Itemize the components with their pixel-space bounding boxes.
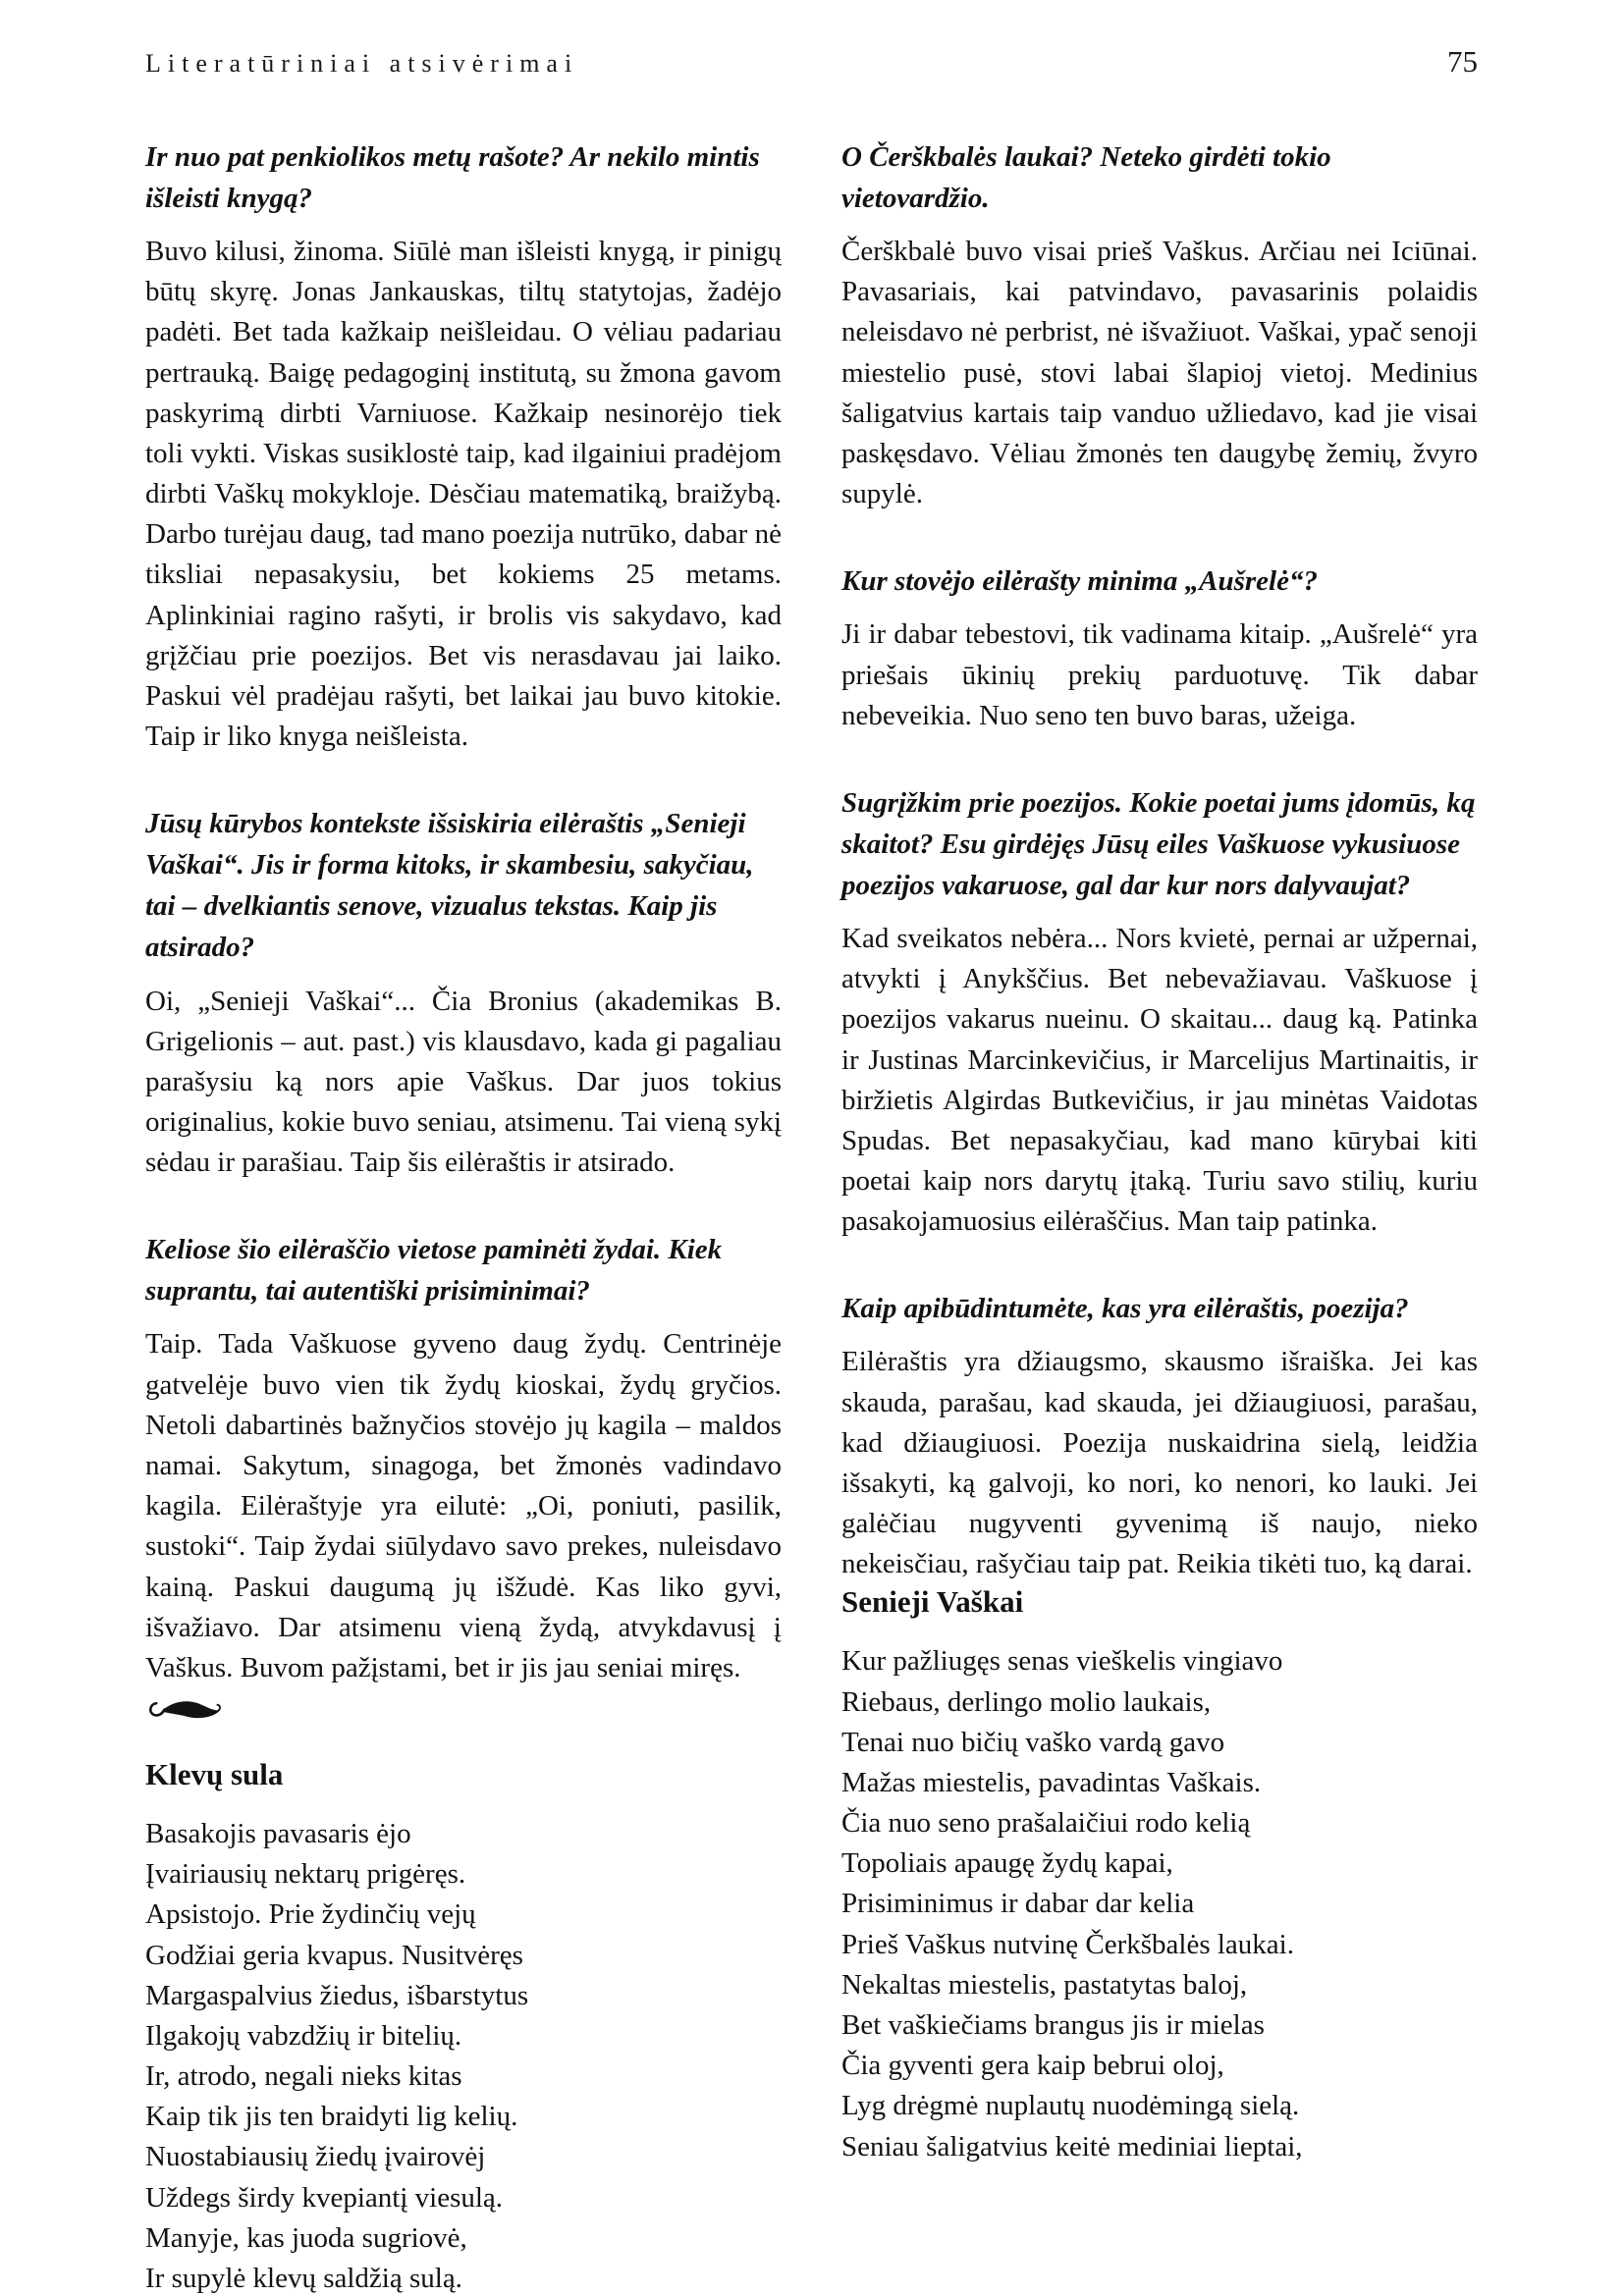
poem-line: Seniau šaligatvius keitė mediniai lieptai,: [841, 2130, 1303, 2163]
poem-section-left: [145, 1694, 782, 2296]
poem-line: Apsistojo. Prie žydinčių vejų: [145, 1898, 476, 1931]
poem-line: Basakojis pavasaris ėjo: [145, 1818, 411, 1850]
poem-line: Manyje, kas juoda sugriovė,: [145, 2221, 467, 2254]
section-title: Literatūriniai atsivėrimai: [145, 49, 579, 78]
poem-line: Tenai nuo bičių vaško vardą gavo: [841, 1726, 1225, 1758]
poem-line: Margaspalvius žiedus, išbarstytus: [145, 1979, 529, 2011]
qa-block: [841, 136, 1478, 514]
poem-title-senieji-vaskai: Senieji Vaškai: [841, 1584, 1024, 1620]
qa-block: [145, 803, 782, 1183]
qa-block: [145, 136, 782, 757]
poem-line: Įvairiausių nektarų prigėręs.: [145, 1858, 466, 1891]
interview-answer: Buvo kilusi, žinoma. Siūlė man išleisti knygą, ir pinigų būtų skyrę. Jonas Jankauskas, tiltų statytojas, žadėjo padėti. Bet tada kažkaip neišleidau. O vėliau padariau pertrauką. Baigę pedagoginį institutą, su žmona gavom paskyrimą dirbti Varniuose. Kažkaip nesinorėjo tiek toli vykti. Viskas susiklostė taip, kad ilgainiui pradėjom dirbti Vaškų mokykloje. Dėsčiau matematiką, braižybą. Darbo turėjau daug, tad mano poezija nutrūko, dabar nė tiksliai nepasakysiu, bet kokiems 25 metams. Aplinkiniai ragino rašyti, ir brolis vis sakydavo, kad grįžčiau prie poezijos. Bet vis nerasdavau jai laiko. Paskui vėl pradėjau rašyti, bet laikai jau buvo kitokie. Taip ir liko knyga neišleista.: [145, 236, 782, 753]
interview-answer: Oi, „Senieji Vaškai“... Čia Bronius (akademikas B. Grigelionis – aut. past.) vis klausdavo, kada gi pagaliau parašysiu ką nors apie Vaškus. Dar juos tokius originalius, kokie buvo seniau, atsimenu. Tai vieną sykį sėdau ir parašiau. Taip šis eilėraštis ir atsirado.: [145, 985, 782, 1179]
page-number: 75: [1447, 44, 1478, 79]
poem-line: Kur pažliugęs senas vieškelis vingiavo: [841, 1645, 1283, 1678]
poem-line: Ilgakojų vabzdžių ir bitelių.: [145, 2019, 462, 2052]
interview-question: Jūsų kūrybos kontekste išsiskiria eilėraštis „Senieji Vaškai“. Jis ir forma kitoks, ir skambesiu, sakyčiau, tai – dvelkiantis senove, vizualus tekstas. Kaip jis atsirado?: [145, 808, 754, 964]
interview-left: [145, 136, 782, 1688]
poem-line: Ir supylė klevų saldžią sulą.: [145, 2262, 462, 2294]
interview-question: Sugrįžkim prie poezijos. Kokie poetai jums įdomūs, ką skaitot? Esu girdėjęs Jūsų eiles Vaškuose vykusiuose poezijos vakaruose, gal dar kur nors dalyvaujat?: [841, 786, 1476, 901]
two-column-layout: [145, 136, 1478, 2296]
interview-answer: Ji ir dabar tebestovi, tik vadinama kitaip. „Aušrelė“ yra priešais ūkinių prekių parduotuvę. Tik dabar nebeveikia. Nuo seno ten buvo baras, užeiga.: [841, 618, 1478, 731]
poem-line: Bet vaškiečiams brangus jis ir mielas: [841, 2009, 1265, 2041]
interview-question: Kur stovėjo eilėrašty minima „Aušrelė“?: [841, 565, 1318, 598]
qa-block: [841, 1288, 1478, 1584]
poem-line: Čia nuo seno prašalaičiui rodo kelią: [841, 1807, 1251, 1840]
interview-answer: Eilėraštis yra džiaugsmo, skausmo išraiška. Jei kas skauda, parašau, kad skauda, jei džiaugiuosi, parašau, kad džiaugiuosi. Poezija nuskaidrina sielą, leidžia išsakyti, ką galvoji, ko nori, ko nenori, ko lauki. Jei galėčiau nugyventi gyvenimą iš naujo, nieko nekeisčiau, rašyčiau taip pat. Reikia tikėti tuo, ką darai.: [841, 1346, 1478, 1580]
poem-klevu-sula: [145, 1814, 782, 2296]
interview-question: Ir nuo pat penkiolikos metų rašote? Ar nekilo mintis išleisti knygą?: [145, 141, 760, 215]
qa-block: [841, 561, 1478, 736]
page-header: [145, 44, 1478, 80]
poem-line: Uždegs širdy kvepiantį viesulą.: [145, 2181, 504, 2214]
interview-question: O Čerškbalės laukai? Neteko girdėti tokio vietovardžio.: [841, 141, 1331, 215]
interview-question: Keliose šio eilėraščio vietose paminėti žydai. Kiek suprantu, tai autentiški prisiminimai?: [145, 1234, 723, 1308]
poem-line: Kaip tik jis ten braidyti lig kelių.: [145, 2101, 518, 2133]
poem-line: Lyg drėgmė nuplautų nuodėmingą sielą.: [841, 2090, 1300, 2122]
qa-block: [841, 782, 1478, 1243]
poem-line: Mažas miestelis, pavadintas Vaškais.: [841, 1766, 1262, 1798]
poem-line: Topoliais apaugę žydų kapai,: [841, 1847, 1173, 1880]
poem-line: Prisiminimus ir dabar dar kelia: [841, 1888, 1195, 1920]
interview-answer: Čerškbalė buvo visai prieš Vaškus. Arčiau nei Iciūnai. Pavasariais, kai patvindavo, pavasarinis polaidis neleisdavo nė perbrist, nė išvažiuot. Vaškai, ypač senoji miestelio pusė, stovi labai šlapioj vietoj. Medinius šaligatvius kartais taip vanduo užliedavo, kad jie visai paskęsdavo. Vėliau žmonės ten daugybę žemių, žvyro supylė.: [841, 236, 1478, 510]
poem-senieji-vaskai: [841, 1641, 1478, 2166]
poem-line: Ir, atrodo, negali nieks kitas: [145, 2060, 462, 2093]
poem-section-right: [841, 1584, 1478, 2206]
poem-line: Nuostabiausių žiedų įvairovėj: [145, 2141, 486, 2173]
interview-right: [841, 136, 1478, 1584]
right-column: [841, 136, 1478, 2296]
poem-line: Nekaltas miestelis, pastatytas baloj,: [841, 1968, 1248, 2001]
hedera-ornament-icon: [147, 1694, 782, 1728]
left-column: [145, 136, 782, 2296]
interview-answer: Taip. Tada Vaškuose gyveno daug žydų. Centrinėje gatvelėje buvo vien tik žydų kioskai, žydų gryčios. Netoli dabartinės bažnyčios stovėjo jų kagila – maldos namai. Sakytum, sinagoga, bet žmonės vadindavo kagila. Eilėraštyje yra eilutė: „Oi, poniuti, pasilik, sustoki“. Taip žydai siūlydavo savo prekes, nuleisdavo kainą. Paskui daugumą jų išžudė. Kas liko gyvi, išvažiavo. Dar atsimenu vieną žydą, atvykdavusį į Vaškus. Buvom pažįstami, bet ir jis jau seniai miręs.: [145, 1328, 782, 1683]
poem-line: Riebaus, derlingo molio laukais,: [841, 1685, 1212, 1718]
interview-question: Kaip apibūdintumėte, kas yra eilėraštis, poezija?: [841, 1293, 1409, 1325]
poem-title-klevu-sula: Klevų sula: [145, 1757, 284, 1792]
poem-line: Prieš Vaškus nutvinę Čerkšbalės laukai.: [841, 1928, 1294, 1960]
poem-line: Godžiai geria kvapus. Nusitvėręs: [145, 1939, 523, 1971]
interview-answer: Kad sveikatos nebėra... Nors kvietė, pernai ar užpernai, atvykti į Anykščius. Bet nebevažiavau. Vaškuose į poezijos vakarus nueinu. O skaitau... daug ką. Patinka ir Justinas Marcinkevičius, ir Marcelijus Martinaitis, ir biržietis Algirdas Butkevičius, ir jau minėtas Vaidotas Spudas. Bet nepasakyčiau, kad mano kūrybai kiti poetai kaip nors darytų įtaką. Turiu savo stilių, kuriu pasakojamuosius eilėraščius. Man taip patinka.: [841, 923, 1478, 1238]
qa-block: [145, 1229, 782, 1688]
poem-line: Čia gyventi gera kaip bebrui oloj,: [841, 2050, 1224, 2082]
